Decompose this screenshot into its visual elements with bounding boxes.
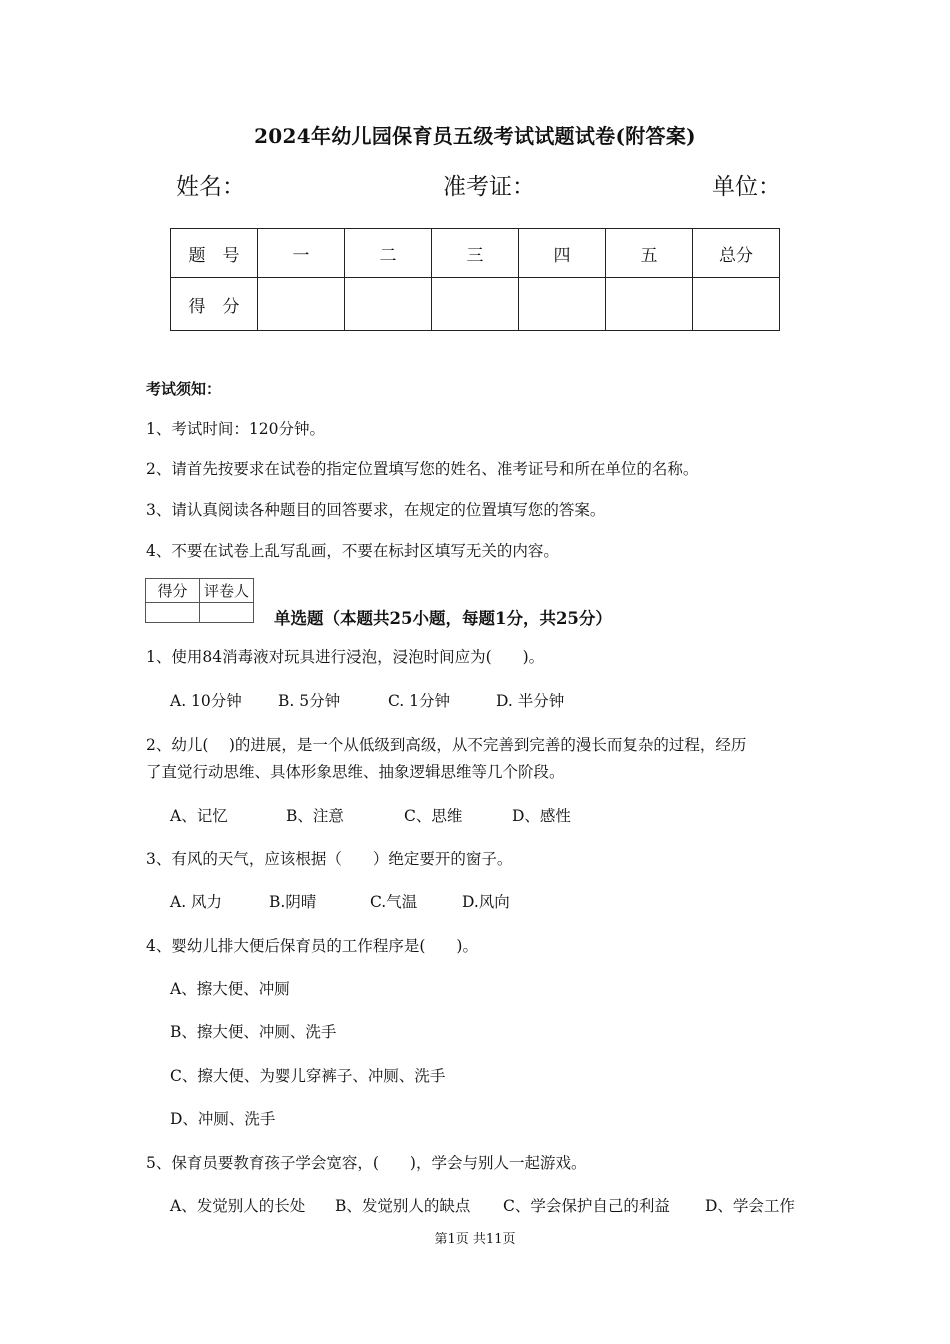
score-header-cell: 五 [606, 229, 693, 278]
score-table-score-row [171, 278, 780, 331]
exam-number-label: 准考证： [443, 174, 535, 200]
question-option: A. 10分钟 [170, 692, 242, 710]
question-option: C.气温 [370, 893, 418, 911]
score-header-cell: 题 号 [171, 229, 258, 278]
question-option: C. 1分钟 [388, 692, 451, 710]
question-option: D、感性 [512, 807, 571, 825]
question-option: D、学会工作 [705, 1197, 795, 1215]
score-cell [606, 278, 693, 331]
score-header-cell: 二 [345, 229, 432, 278]
question-stem: 4、婴幼儿排大便后保育员的工作程序是( )。 [146, 937, 478, 955]
question-stem: 2、幼儿( )的进展，是一个从低级到高级，从不完善到完善的漫长而复杂的过程，经历 [146, 736, 747, 754]
question-option: D、冲厕、洗手 [170, 1110, 276, 1128]
section-title: 单选题（本题共25小题，每题1分，共25分） [274, 609, 612, 628]
question-stem: 3、有风的天气，应该根据（ ）绝定要开的窗子。 [146, 850, 513, 868]
notice-item: 1、考试时间：120分钟。 [146, 420, 325, 438]
page-title: 2024年幼儿园保育员五级考试试题试卷(附答案) [254, 124, 696, 148]
question-option: A、擦大便、冲厕 [170, 980, 290, 998]
grader-name-cell [200, 603, 254, 623]
score-header-cell: 三 [432, 229, 519, 278]
question-option: D. 半分钟 [496, 692, 565, 710]
score-cell [258, 278, 345, 331]
question-stem: 1、使用84消毒液对玩具进行浸泡，浸泡时间应为( )。 [146, 648, 545, 666]
grader-score-cell [146, 603, 200, 623]
question-option: A、发觉别人的长处 [170, 1197, 306, 1215]
unit-label: 单位： [712, 174, 781, 200]
score-header-cell: 总分 [693, 229, 780, 278]
question-option: B. 5分钟 [278, 692, 341, 710]
page-footer: 第1页 共11页 [434, 1232, 516, 1247]
question-option: B、发觉别人的缺点 [335, 1197, 471, 1215]
notice-title: 考试须知： [146, 380, 222, 398]
grader-table [145, 578, 254, 623]
score-header-cell: 一 [258, 229, 345, 278]
score-cell [519, 278, 606, 331]
score-table [170, 228, 780, 331]
question-option: B.阴晴 [269, 893, 317, 911]
question-stem: 5、保育员要教育孩子学会宽容，( )，学会与别人一起游戏。 [146, 1154, 587, 1172]
score-row-label: 得 分 [171, 278, 258, 331]
question-option: B、注意 [286, 807, 344, 825]
score-cell [693, 278, 780, 331]
name-label: 姓名： [176, 174, 245, 200]
question-option: D.风向 [462, 893, 510, 911]
question-option: C、学会保护自己的利益 [503, 1197, 670, 1215]
question-option: C、擦大便、为婴儿穿裤子、冲厕、洗手 [170, 1067, 446, 1085]
question-option: C、思维 [404, 807, 463, 825]
question-option: B、擦大便、冲厕、洗手 [170, 1023, 337, 1041]
notice-item: 4、不要在试卷上乱写乱画，不要在标封区填写无关的内容。 [146, 542, 559, 560]
score-cell [432, 278, 519, 331]
grader-name-label: 评卷人 [200, 579, 254, 603]
question-stem-continued: 了直觉行动思维、具体形象思维、抽象逻辑思维等几个阶段。 [146, 763, 565, 781]
question-option: A. 风力 [170, 893, 223, 911]
grader-score-label: 得分 [146, 579, 200, 603]
notice-item: 2、请首先按要求在试卷的指定位置填写您的姓名、准考证号和所在单位的名称。 [146, 460, 699, 478]
notice-item: 3、请认真阅读各种题目的回答要求，在规定的位置填写您的答案。 [146, 501, 606, 519]
question-option: A、记忆 [170, 807, 228, 825]
score-header-cell: 四 [519, 229, 606, 278]
score-cell [345, 278, 432, 331]
score-table-header-row [171, 229, 780, 278]
